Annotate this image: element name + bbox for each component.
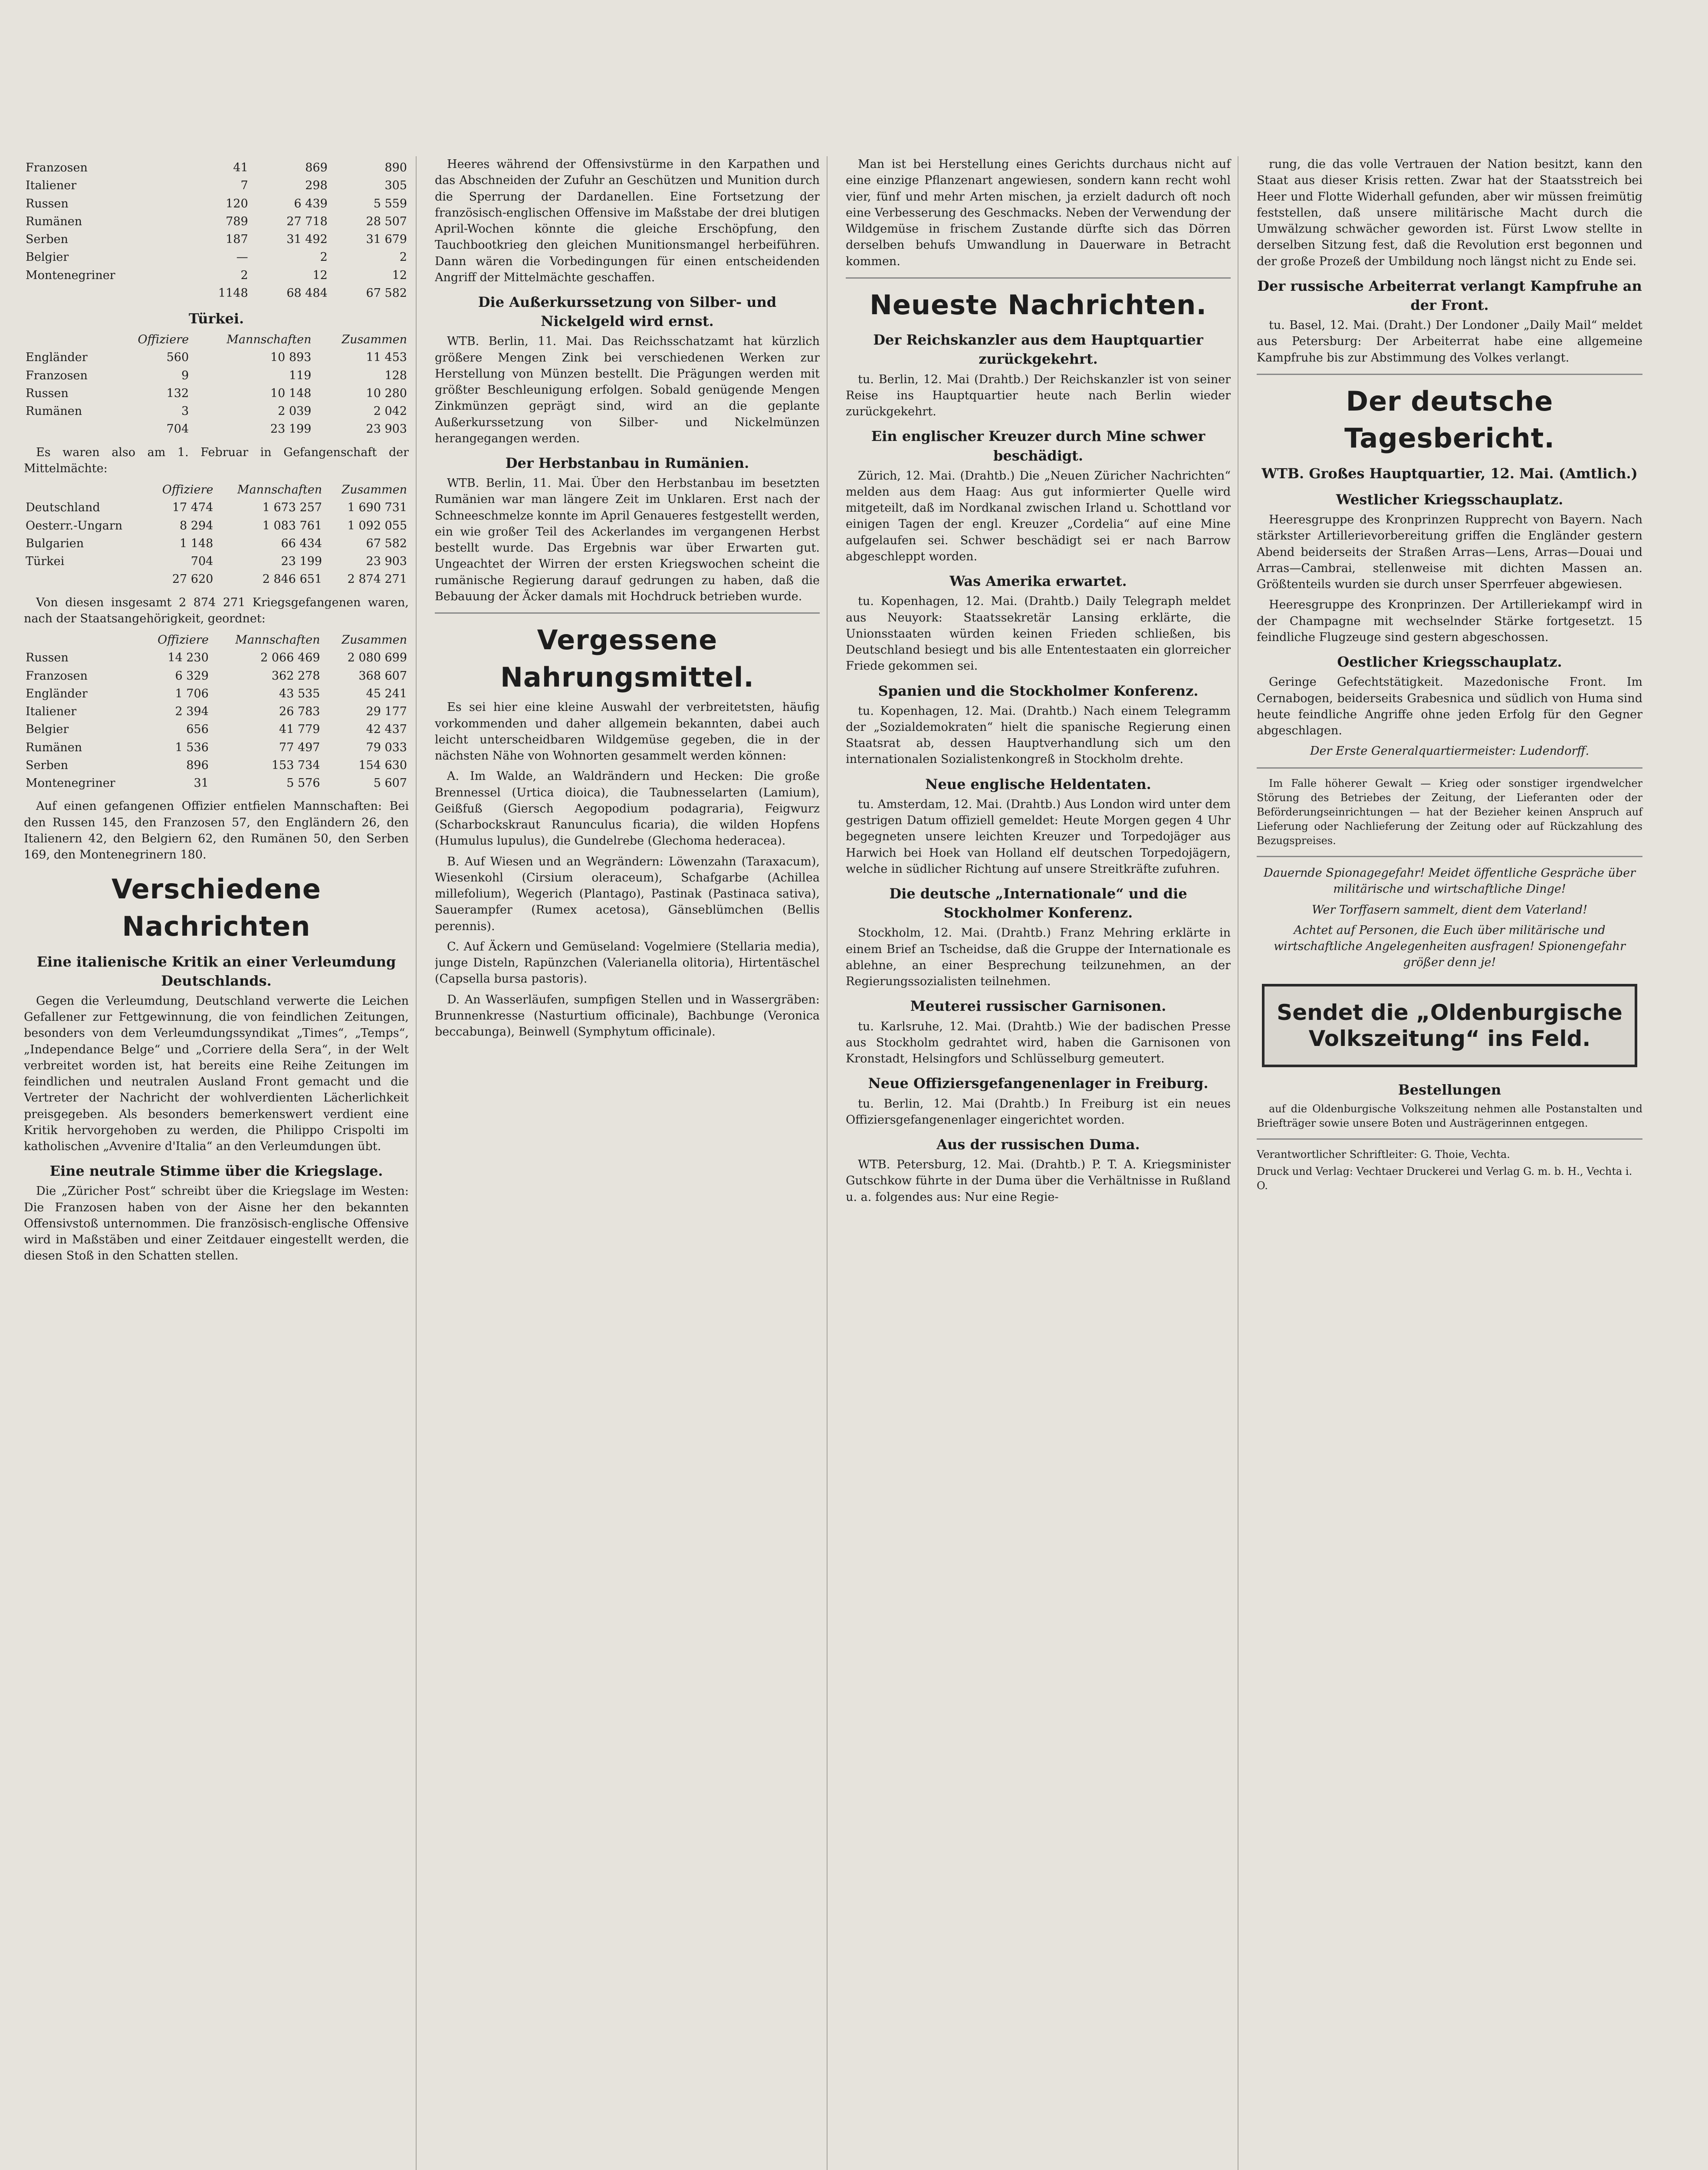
column-4 (1257, 156, 1649, 2170)
article-neutral-voice: Die „Züricher Post“ schreibt über die Kriegslage im Westen: Die Franzosen haben von der Aisne her den bekannten Offensivstoß unternommen. Die französisch-englische Offensive wird in Maßstäben und einer Zeitdauer eingestellt werden, die diesen Stoß in den Schatten stellen. (24, 1184, 409, 1263)
table-cell: 2 066 469 (260, 651, 320, 665)
table-row (24, 367, 409, 385)
table-cell: 23 199 (270, 422, 312, 436)
table-row (24, 517, 409, 535)
table-header-cell: Mannschaften (227, 333, 312, 347)
table-nationality (24, 631, 409, 792)
table-cell: 1 083 761 (262, 519, 322, 533)
table-row (24, 284, 409, 302)
table-cell: 2 394 (175, 705, 209, 719)
table-cell: Russen (26, 197, 69, 210)
table-cell: 890 (384, 161, 407, 174)
table-cell: 31 679 (366, 233, 407, 246)
table-header-row (24, 331, 409, 349)
table-cell: 43 535 (279, 687, 320, 700)
table-cell: 10 280 (366, 386, 407, 400)
table-cell: 2 (240, 268, 248, 282)
subhead-duma: Aus der russischen Duma. (936, 1136, 1140, 1153)
article-west: Heeresgruppe des Kronprinzen Rupprecht von Bayern. Nach stärkster Artillerievorbereitung griffen die Engländer gestern Abend beiderseits der Straßen Arras—Lens, Arras—Douai und Arras—Cambrai, stellenweise mit dichten Massen an. Größtenteils wurden sie durch unser Sperrfeuer abgewiesen. (1257, 513, 1642, 592)
notice-peat: Wer Torffasern sammelt, dient dem Vaterland! (1311, 903, 1588, 917)
table-cell: Serben (26, 233, 69, 246)
table-cell: 704 (191, 555, 214, 569)
table-cell: 789 (226, 214, 248, 228)
table-cell: 42 437 (366, 723, 407, 736)
table-cell: 5 559 (373, 197, 407, 210)
table-header-cell: Offiziere (162, 483, 214, 497)
table-cell: 28 507 (366, 214, 407, 228)
table-cell (24, 420, 115, 438)
table-cell: Franzosen (26, 368, 88, 382)
table-row (24, 266, 409, 284)
table-turkei (24, 331, 409, 438)
table-row (24, 703, 409, 720)
table-cell: Franzosen (26, 161, 88, 174)
table-cell: 5 607 (373, 776, 407, 790)
article-duma-continued: rung, die das volle Vertrauen der Nation besitzt, kann den Staat aus dieser Krisis retten. Zwar hat der Staatsstreich bei Heer und Flotte Widerhall gefunden, aber wir müssen freimütig feststellen, daß unsere militärische Macht durch die Umwälzung schwächer geworden ist. Fürst Lwow stellte in derselben Sitzung fest, daß die Revolution erst begonnen und der große Prozeß der Umbildung noch längst nicht zu Ende sei. (1257, 158, 1642, 268)
notice-espionage: Dauernde Spionagegefahr! Meidet öffentliche Gespräche über militärische und wirtschaftliche Dinge! (1264, 866, 1636, 896)
headline-neueste: Neueste Nachrichten. (869, 289, 1207, 321)
table-cell: Deutschland (26, 501, 100, 515)
subhead-spain: Spanien und die Stockholmer Konferenz. (878, 682, 1199, 699)
table-cell: 29 177 (366, 705, 407, 719)
table-header-row (24, 481, 409, 499)
article-chancellor: tu. Berlin, 12. Mai (Drahtb.) Der Reichskanzler ist von seiner Reise ins Hauptquartier heute nach Berlin wieder zurückgekehrt. (846, 372, 1231, 419)
table-cell: 1 706 (175, 687, 209, 700)
table-cell: 1 690 731 (347, 501, 407, 515)
table-cell: 1 673 257 (262, 501, 322, 515)
article-food-c: C. Auf Äckern und Gemüseland: Vogelmiere (Stellaria media), junge Disteln, Rapünzchen (Valerianella olitoria), Hirtentäschel (Capsella bursa pastoris). (435, 940, 820, 986)
subhead-cruiser: Ein englischer Kreuzer durch Mine schwer beschädigt. (871, 428, 1205, 464)
columns (24, 156, 1655, 2170)
table-row (24, 420, 409, 438)
table-cell: 154 630 (358, 758, 407, 772)
table-cell: Bulgarien (26, 536, 84, 550)
table-cell: Türkei (26, 555, 65, 569)
table-header-cell (24, 631, 141, 649)
table-header-cell: Offiziere (138, 333, 189, 347)
column-2 (435, 156, 828, 2170)
table-row (24, 535, 409, 552)
table-cell: 896 (186, 758, 209, 772)
para-prisoners-total: Es waren also am 1. Februar in Gefangenschaft der Mittelmächte: (24, 445, 409, 475)
article-cruiser: Zürich, 12. Mai. (Drahtb.) Die „Neuen Züricher Nachrichten“ melden aus dem Haag: Aus gut informierter Quelle wird mitgeteilt, daß im Nordkanal zwischen Irland u. Schottland vor einigen Tagen der engl. Kreuzer „Cordelia“ auf eine Mine aufgelaufen sei. Schwer beschädigt sei er nach Barrow abgeschleppt worden. (846, 469, 1231, 563)
table-cell: 14 230 (168, 651, 209, 665)
table-cell: 41 779 (279, 723, 320, 736)
table-cell: 298 (305, 179, 328, 193)
table-cell: 187 (226, 233, 248, 246)
subhead-west: Westlicher Kriegsschauplatz. (1336, 491, 1563, 508)
table-cell: 2 846 651 (262, 572, 322, 586)
table-header-row (24, 631, 409, 649)
table-row (24, 385, 409, 402)
table-cell: 128 (384, 368, 407, 382)
headline-nahrungsmittel: Vergessene Nahrungsmittel. (500, 624, 754, 693)
article-heldentaten: tu. Amsterdam, 12. Mai. (Drahtb.) Aus London wird unter dem gestrigen Datum offiziell gemeldet: Heute Morgen gegen 4 Uhr begegneten unsere leichten Kreuzer und Torpedojäger aus Harwich bei Hoek van Holland elf deutschen Torpedojägern, welche in südlicher Richtung auf unsere Streitkräfte zufuhren. (846, 797, 1231, 876)
para-nationality: Von diesen insgesamt 2 874 271 Kriegsgefangenen waren, nach der Staatsangehörigkeit, geordnet: (24, 595, 409, 625)
article-kronprinz: Heeresgruppe des Kronprinzen. Der Artilleriekampf wird in der Champagne mit wechselnder Stärke fortgesetzt. 15 feindliche Flugzeuge sind gestern abgeschossen. (1257, 598, 1642, 644)
article-continued: Heeres während der Offensivstürme in den Karpathen und das Abschneiden der Zufuhr an Geschützen und Munition durch die Sperrung der Dardanellen. Eine Fortsetzung der französisch-englischen Offensive im Maßstabe der drei blutigen April-Wochen könnte die gleiche Erschöpfung, den Tauchbootkrieg den gleichen Munitionsmangel herbeiführen. Dann wären die Vorbedingungen für einen entscheidenden Angriff der Mittelmächte geschaffen. (435, 158, 820, 284)
table-cell: Rumänen (26, 214, 82, 228)
table-cell: 9 (181, 368, 189, 382)
table-cell: 119 (289, 368, 312, 382)
table-row (24, 667, 409, 685)
divider (1257, 1138, 1642, 1140)
turkei-label: Türkei. (188, 310, 244, 327)
table-row (24, 177, 409, 194)
table-cell: 27 718 (286, 214, 328, 228)
table-row (24, 402, 409, 420)
table-cell: Russen (26, 651, 69, 665)
article-food-a: A. Im Walde, an Waldrändern und Hecken: Die große Brennessel (Urtica dioica), die Taubnesselarten (Lamium), Geißfuß (Giersch Aegopodium podagraria), Feigwurz (Scharbockskraut Ranunculus ficaria), die wilden Hopfens (Humulus lupulus), die Gundelrebe (Glechoma hederacea). (435, 769, 820, 848)
divider (1257, 856, 1642, 857)
table-row (24, 756, 409, 774)
subhead-chancellor: Der Reichskanzler aus dem Hauptquartier zurückgekehrt. (873, 332, 1203, 368)
table-row (24, 195, 409, 213)
subhead-neutral-voice: Eine neutrale Stimme über die Kriegslage. (49, 1163, 383, 1180)
table-header-cell (24, 481, 148, 499)
table-cell: Italiener (26, 179, 77, 193)
table-cell: 656 (186, 723, 209, 736)
table-header-cell: Mannschaften (235, 633, 320, 647)
table-cell (24, 284, 191, 302)
table-header-cell (24, 331, 115, 349)
table-cell: 27 620 (172, 572, 214, 586)
table-cell: 2 042 (373, 404, 407, 418)
article-spain: tu. Kopenhagen, 12. Mai. (Drahtb.) Nach einem Telegramm der „Sozialdemokraten“ hielt die spanische Regierung einen Staatsrat ab, dessen Hauptverhandlung sich um den internationalen Sozialistenkongreß in Stockholm drehte. (846, 704, 1231, 766)
table-cell: 8 294 (180, 519, 214, 533)
table-central-powers (24, 481, 409, 589)
subhead-freiburg: Neue Offiziersgefangenenlager in Freiburg. (868, 1075, 1209, 1092)
notice-caution: Achtet auf Personen, die Euch über militärische und wirtschaftliche Angelegenheiten ausfragen! Spionengefahr größer denn je! (1274, 923, 1626, 970)
table-cell: 10 893 (270, 351, 312, 365)
table-cell: 7 (240, 179, 248, 193)
table-cell: 560 (166, 351, 189, 365)
subhead-hauptquartier: WTB. Großes Hauptquartier, 12. Mai. (Amtlich.) (1261, 465, 1638, 482)
subhead-workers-council: Der russische Arbeiterrat verlangt Kampfruhe an der Front. (1257, 277, 1642, 313)
table-header-cell: Offiziere (158, 633, 209, 647)
table-header-cell: Mannschaften (237, 483, 322, 497)
article-internationale: Stockholm, 12. Mai. (Drahtb.) Franz Mehring erklärte in einem Brief an Tscheidse, daß die Gruppe der Internationale es ablehne, an einer Besprechung teilzunehmen, an der Regierungssozialisten teilnehmen. (846, 926, 1231, 989)
table-cell: 79 033 (366, 740, 407, 754)
notice-force-majeure: Im Falle höherer Gewalt — Krieg oder sonstiger irgendwelcher Störung des Betriebes der Zeitung, der Lieferanten oder der Beförderungseinrichtungen — hat der Bezieher keinen Anspruch auf Lieferung oder Nachlieferung der Zeitung oder auf Rückzahlung des Bezugspreises. (1257, 777, 1642, 847)
table-cell: Rumänen (26, 740, 82, 754)
article-food-end: Man ist bei Herstellung eines Gerichts durchaus nicht auf eine einzige Pflanzenart angewiesen, sondern kann recht wohl vier, fünf und mehr Arten mischen, ja erzielt dadurch oft noch eine Verbesserung des Geschmacks. Neben der Verwendung der Wildgemüse in frischem Zustande dürfte sich das Dörren derselben behufs Umwandlung in Dauerware in Betracht kommen. (846, 158, 1231, 268)
table-cell: 2 874 271 (347, 572, 407, 586)
table-cell: 17 474 (172, 501, 214, 515)
table-cell: Montenegriner (26, 268, 115, 282)
table-row (24, 774, 409, 792)
subhead-mutiny: Meuterei russischer Garnisonen. (910, 998, 1166, 1015)
subhead-internationale: Die deutsche „Internationale“ und die Stockholmer Konferenz. (889, 885, 1187, 921)
table-casualties (24, 159, 409, 302)
table-cell: 362 278 (271, 669, 320, 683)
table-cell: 45 241 (366, 687, 407, 700)
divider (1257, 767, 1642, 769)
table-cell: 41 (233, 161, 248, 174)
divider (1257, 374, 1642, 375)
table-cell: 2 (320, 250, 328, 264)
table-cell: 2 (399, 250, 407, 264)
table-cell: Franzosen (26, 669, 88, 683)
article-freiburg: tu. Berlin, 12. Mai (Drahtb.) In Freiburg ist ein neues Offiziersgefangenenlager eingerichtet worden. (846, 1097, 1231, 1127)
table-cell: 1 536 (175, 740, 209, 754)
table-cell: 132 (166, 386, 189, 400)
headline-verschiedene: Verschiedene Nachrichten (112, 873, 321, 942)
table-cell: 2 080 699 (347, 651, 407, 665)
table-cell: 5 576 (286, 776, 320, 790)
para-officers: Auf einen gefangenen Offizier entfielen Mannschaften: Bei den Russen 145, den Franzosen 57, den Engländern 26, den Italienern 42, den Belgiern 62, den Rumänen 50, den Serben 169, den Montenegrinern 180. (24, 799, 409, 862)
table-row (24, 213, 409, 230)
table-header-cell: Zusammen (342, 333, 407, 347)
table-cell: 368 607 (358, 669, 407, 683)
table-cell: 12 (312, 268, 328, 282)
article-italian-critique: Gegen die Verleumdung, Deutschland verwerte die Leichen Gefallener zur Fettgewinnung, die von feindlichen Zeitungen, besonders von dem Verleumdungssyndikat „Times“, „Temps“, „Independance Belge“ und „Corriere della Sera“, in der Welt verbreitet worden ist, hat bereits eine Reihe Zeitungen im feindlichen und neutralen Ausland Front gemacht und die Vertreter der Nachricht der wohlverdienten Lächerlichkeit preisgegeben. Als besonders bemerkenswert verdient eine Kritik hervorgehoben zu werden, die Philippo Crispolti im katholischen „Avvenire d'Italia“ an den Verleumdungen übt. (24, 994, 409, 1154)
table-cell: Rumänen (26, 404, 82, 418)
subhead-heldentaten: Neue englische Heldentaten. (925, 776, 1151, 792)
table-cell: 1 148 (180, 536, 214, 550)
subhead-east: Oestlicher Kriegsschauplatz. (1337, 654, 1562, 671)
table-row (24, 720, 409, 738)
table-cell: 6 329 (175, 669, 209, 683)
table-cell: 305 (384, 179, 407, 193)
table-cell: 120 (226, 197, 248, 210)
table-row (24, 739, 409, 756)
signature-ludendorff: Der Erste Generalquartiermeister: Ludendorff. (1310, 744, 1590, 758)
table-cell: 67 582 (366, 536, 407, 550)
send-to-front-box: Sendet die „Oldenburgische Volkszeitung“ ins Feld. (1262, 984, 1637, 1067)
table-cell: 3 (181, 404, 189, 418)
table-cell: 6 439 (294, 197, 328, 210)
article-food-d: D. An Wasserläufen, sumpfigen Stellen und in Wassergräben: Brunnenkresse (Nasturtium officinale), Bachbunge (Veronica beccabunga), Beinwell (Symphytum officinale). (435, 993, 820, 1039)
table-cell: 31 492 (286, 233, 328, 246)
article-workers-council: tu. Basel, 12. Mai. (Draht.) Der Londoner „Daily Mail“ meldet aus Petersburg: Der Arbeiterrat habe eine allgemeine Kampfruhe bis zur Abstimmung des Volkes verlangt. (1257, 319, 1642, 365)
article-america: tu. Kopenhagen, 12. Mai. (Drahtb.) Daily Telegraph meldet aus Neuyork: Staatssekretär Lansing erklärte, die Unionsstaaten würden keinen Frieden schließen, bis Deutschland besiegt und bis alle Ententestaaten ein glorreicher Friede gekommen sei. (846, 595, 1231, 673)
article-east: Geringe Gefechtstätigkeit. Mazedonische Front. Im Cernabogen, beiderseits Grabesnica und südlich von Huma sind heute feindliche Angriffe ohne jeden Erfolg für den Gegner abgeschlagen. (1257, 675, 1642, 738)
table-cell (24, 570, 148, 588)
imprint-publisher: Druck und Verlag: Vechtaer Druckerei und Verlag G. m. b. H., Vechta i. O. (1257, 1165, 1632, 1192)
table-cell: 23 903 (366, 422, 407, 436)
subhead-america: Was Amerika erwartet. (949, 573, 1127, 590)
table-row (24, 570, 409, 588)
table-cell: Russen (26, 386, 69, 400)
subhead-coins: Die Außerkurssetzung von Silber- und Nickelgeld wird ernst. (478, 294, 777, 330)
table-cell: 11 453 (366, 351, 407, 365)
table-cell: 1148 (218, 286, 248, 300)
table-header-cell: Zusammen (342, 483, 407, 497)
subhead-romania: Der Herbstanbau in Rumänien. (505, 455, 749, 472)
table-cell: 23 903 (366, 555, 407, 569)
table-cell: 10 148 (270, 386, 312, 400)
table-cell: 23 199 (281, 555, 322, 569)
table-cell: Serben (26, 758, 69, 772)
column-3 (846, 156, 1238, 2170)
table-cell: 66 434 (281, 536, 322, 550)
table-cell: Oesterr.-Ungarn (26, 519, 123, 533)
article-duma: WTB. Petersburg, 12. Mai. (Drahtb.) P. T. A. Kriegsminister Gutschkow führte in der Duma über die Verhältnisse in Rußland u. a. folgendes aus: Nur eine Regie- (846, 1158, 1231, 1204)
headline-tagesbericht: Der deutsche Tagesbericht. (1344, 385, 1555, 454)
table-cell: Montenegriner (26, 776, 115, 790)
table-row (24, 685, 409, 703)
table-cell: 1 092 055 (347, 519, 407, 533)
table-cell: 704 (166, 422, 189, 436)
table-row (24, 552, 409, 570)
article-food-b: B. Auf Wiesen und an Wegrändern: Löwenzahn (Taraxacum), Wiesenkohl (Cirsium oleraceum), Schafgarbe (Achillea millefolium), Wegerich (Plantago), Pastinak (Pastinaca sativa), Sauerampfer (Rumex acetosa), Gänseblümchen (Bellis perennis). (435, 855, 820, 933)
table-cell: 12 (392, 268, 407, 282)
table-header-cell: Zusammen (342, 633, 407, 647)
table-cell: 869 (305, 161, 328, 174)
table-row (24, 159, 409, 177)
table-cell: — (236, 250, 248, 264)
table-cell: 68 484 (286, 286, 328, 300)
article-food-intro: Es sei hier eine kleine Auswahl der verbreitetsten, häufig vorkommenden und daher allgemein bekannten, dabei auch leicht unterscheidbaren Wildgemüse gegeben, die in der nächsten Nähe von Wohnorten gesammelt werden können: (435, 700, 820, 763)
table-row (24, 499, 409, 516)
table-cell: Belgier (26, 723, 69, 736)
subhead-italian-critique: Eine italienische Kritik an einer Verleumdung Deutschlands. (36, 953, 396, 989)
divider (846, 277, 1231, 279)
table-cell: 153 734 (271, 758, 320, 772)
imprint-editor: Verantwortlicher Schriftleiter: G. Thoie, Vechta. (1257, 1148, 1510, 1161)
orders-text: auf die Oldenburgische Volkszeitung nehmen alle Postanstalten und Briefträger sowie unsere Boten und Austrägerinnen entgegen. (1257, 1102, 1642, 1129)
table-cell: 26 783 (279, 705, 320, 719)
table-cell: Belgier (26, 250, 69, 264)
column-1 (24, 156, 417, 2170)
table-row (24, 248, 409, 266)
article-mutiny: tu. Karlsruhe, 12. Mai. (Drahtb.) Wie der badischen Presse aus Stockholm gedrahtet wird, haben die Garnisonen von Kronstadt, Helsingfors und Schlüsselburg gemeutert. (846, 1019, 1231, 1066)
table-cell: 67 582 (366, 286, 407, 300)
divider (435, 612, 820, 614)
article-romania: WTB. Berlin, 11. Mai. Über den Herbstanbau im besetzten Rumänien war man längere Zeit im Unklaren. Erst nach der Schneeschmelze konnte im April Genaueres festgestellt werden, ein wie großer Teil des Ackerlandes im vergangenen Herbst bestellt wurde. Das Ergebnis war über Erwarten gut. Ungeachtet der Wirren der ersten Kriegswochen scheint die rumänische Regierung darauf gedrungen zu haben, daß die Bebauung der Äcker damals mit Hochdruck betrieben wurde. (435, 477, 820, 603)
table-cell: 31 (194, 776, 209, 790)
orders-title: Bestellungen (1398, 1081, 1501, 1098)
table-cell: Engländer (26, 687, 88, 700)
table-cell: 77 497 (279, 740, 320, 754)
table-row (24, 230, 409, 248)
table-cell: Italiener (26, 705, 77, 719)
article-coins: WTB. Berlin, 11. Mai. Das Reichsschatzamt hat kürzlich größere Mengen Zink bei verschiedenen Werken zur Herstellung von Münzen bestellt. Die Prägungen werden mit größter Beschleunigung erfolgen. Sobald genügende Mengen Zinkmünzen geprägt sind, wird an die geplante Außerkurssetzung von Silber- und Nickelmünzen herangegangen werden. (435, 335, 820, 445)
table-cell: Engländer (26, 351, 88, 365)
table-row (24, 349, 409, 366)
table-row (24, 649, 409, 667)
table-cell: 2 039 (278, 404, 312, 418)
